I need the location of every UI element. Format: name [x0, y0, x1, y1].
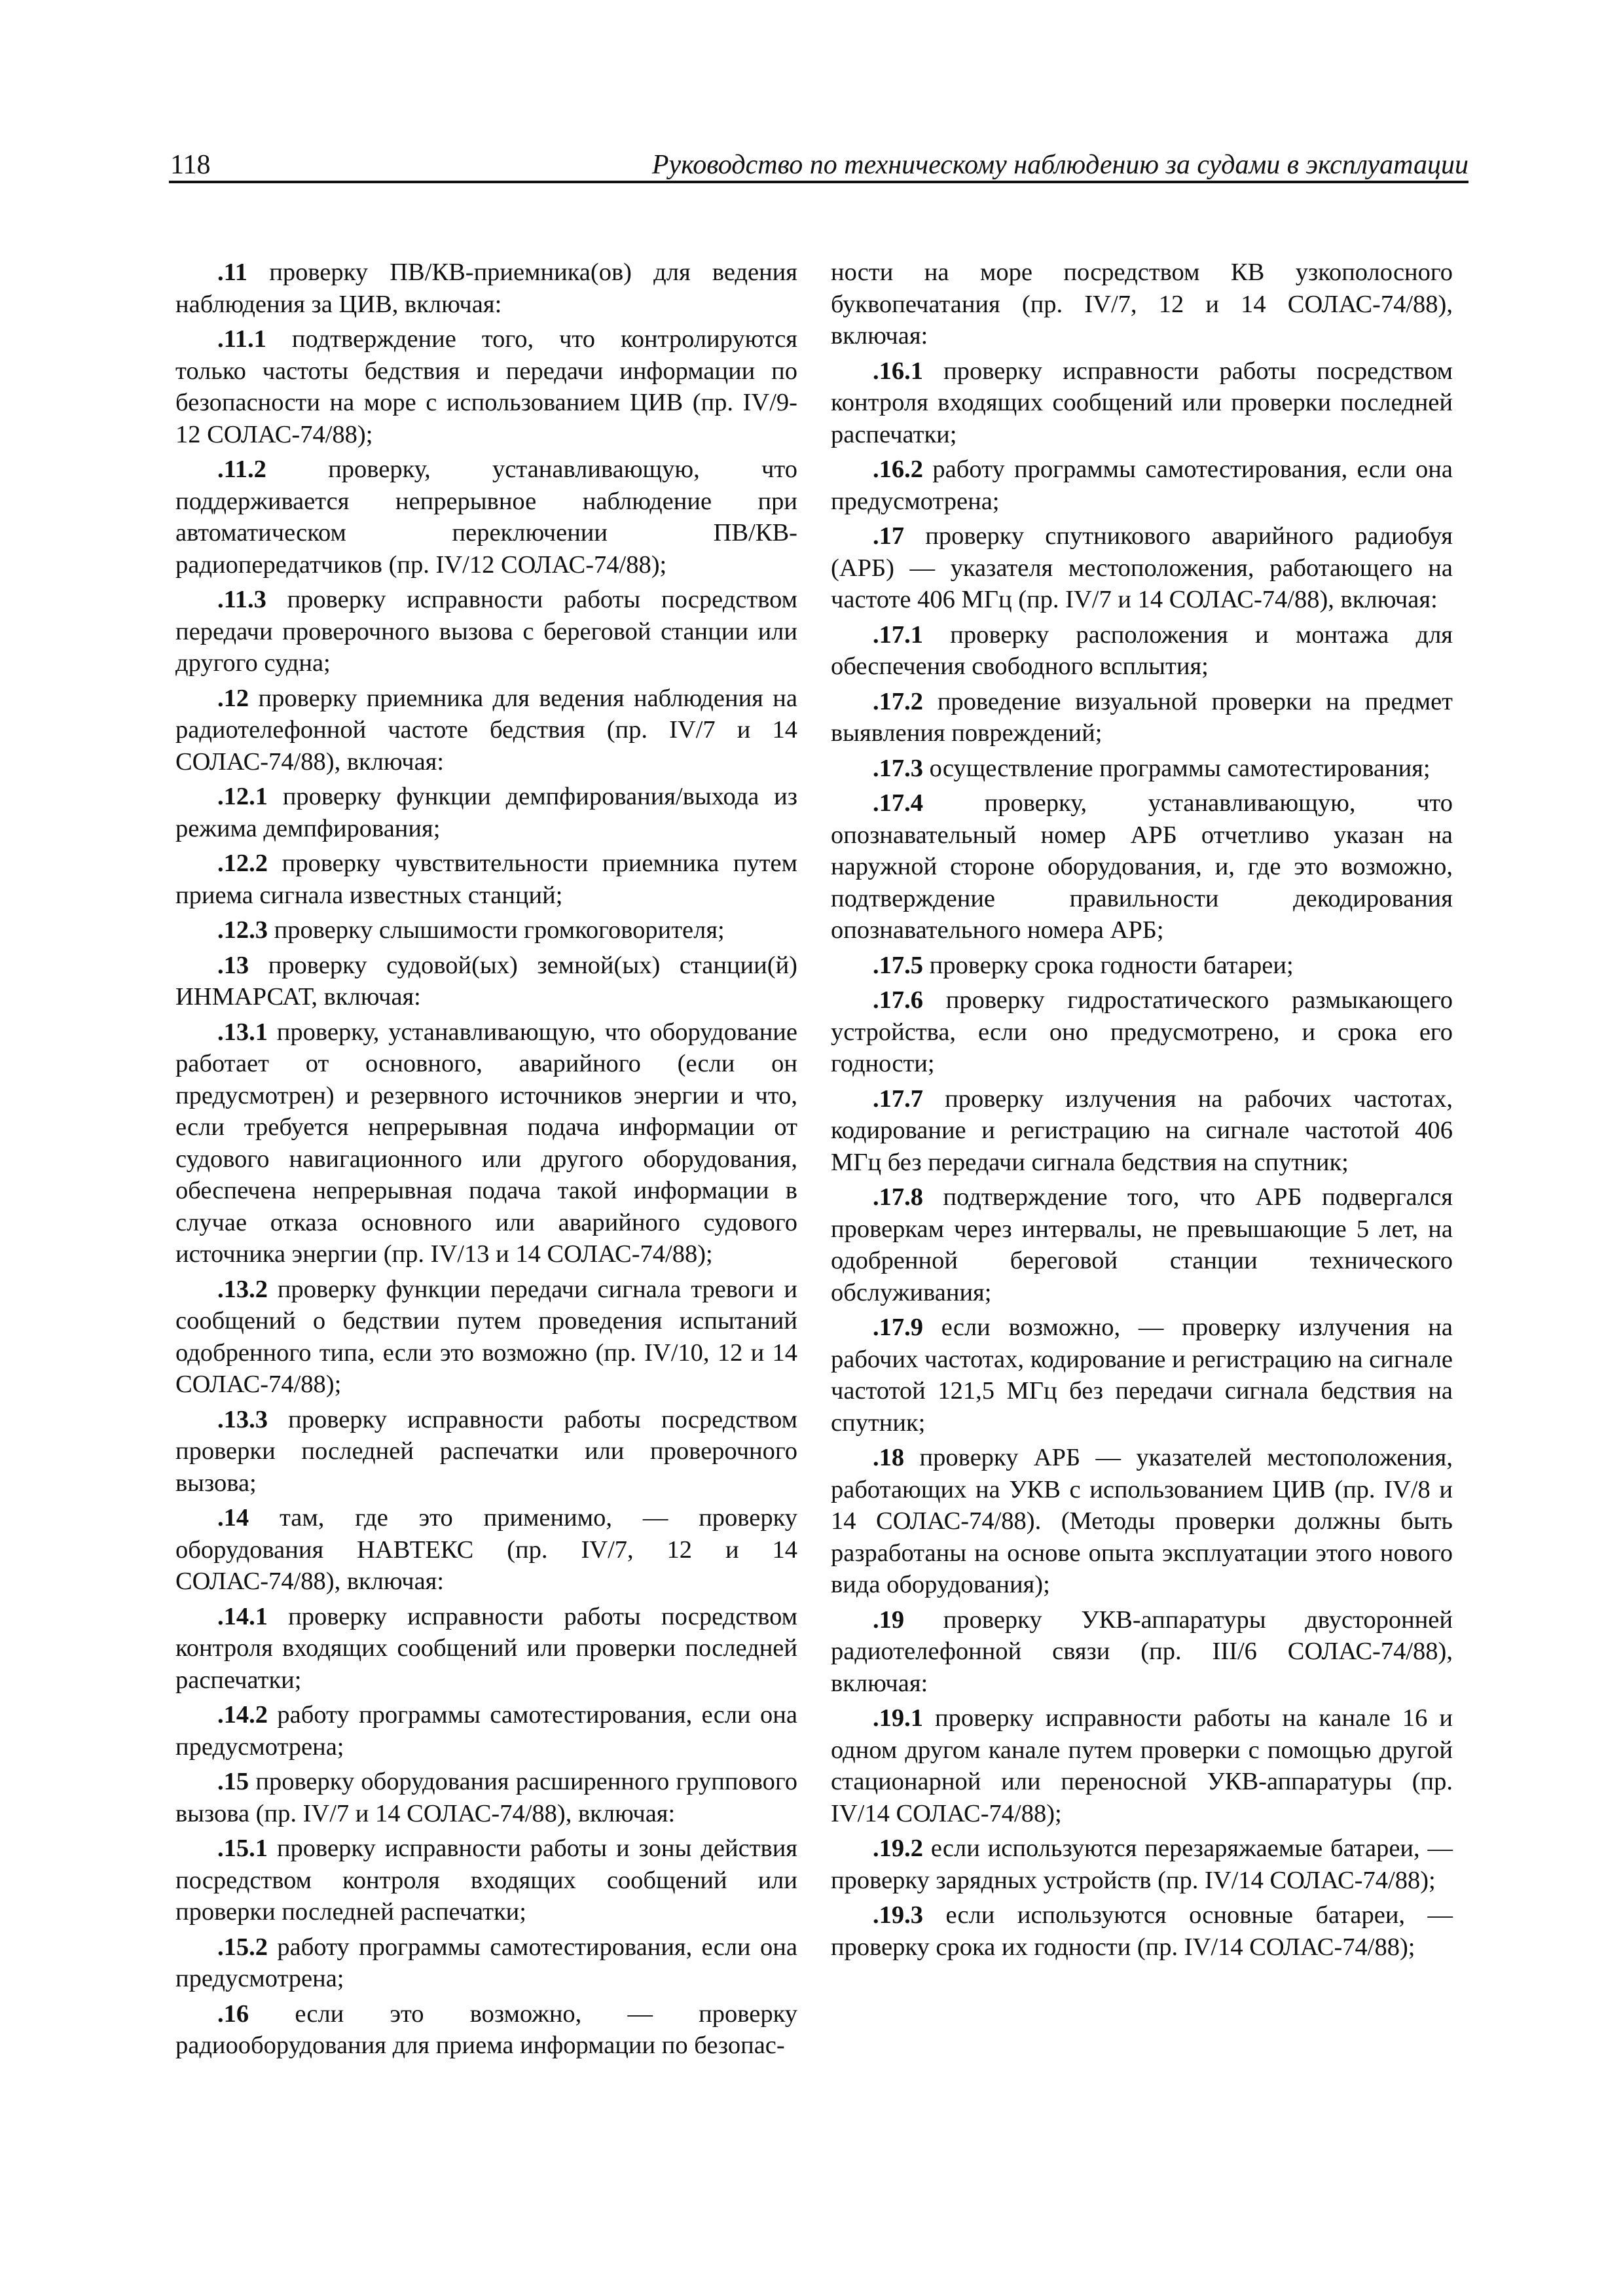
- clause-paragraph: [831, 686, 1453, 749]
- clause-text: проверку, устанавливающую, что поддерживается непрерывное наблюдение при автоматическом переключении ПВ/КВ-радиопередатчиков (пр. IV/12 СОЛАС-74/88);: [175, 456, 797, 579]
- clause-number: .16.1: [873, 357, 923, 385]
- clause-paragraph: [831, 619, 1453, 683]
- clause-text: проверку исправности работы посредством передачи проверочного вызова с береговой станции или другого судна;: [175, 586, 797, 677]
- clause-paragraph: [175, 1274, 797, 1401]
- clause-number: .13.2: [217, 1275, 268, 1303]
- clause-text: проверку, устанавливающую, что оборудование работает от основного, аварийного (если он предусмотрен) и резервного источников энергии и что, если требуется непрерывная подача информации от судового навигационного или другого оборудования, обеспечена непрерывная подача такой информации в случае отказа основного или аварийного судового источника энергии (пр. IV/13 и 14 СОЛАС-74/88);: [175, 1018, 797, 1268]
- clause-paragraph: [831, 520, 1453, 616]
- clause-paragraph: [175, 914, 797, 946]
- clause-paragraph: [175, 323, 797, 450]
- clause-text: проверку гидростатического размыкающего устройства, если оно предусмотрено, и срока его годности;: [831, 986, 1453, 1077]
- clause-paragraph: [175, 950, 797, 1013]
- clause-paragraph: [175, 1404, 797, 1499]
- clause-paragraph: [831, 1702, 1453, 1829]
- clause-number: .19.1: [873, 1704, 923, 1732]
- clause-number: .17.8: [873, 1183, 923, 1211]
- clause-number: .19.3: [873, 1901, 923, 1929]
- clause-number: .17.9: [873, 1314, 923, 1341]
- clause-number: .11.3: [217, 586, 266, 613]
- clause-text: проверку приемника для ведения наблюдения на радиотелефонной частоте бедствия (пр. IV/7 и 14 СОЛАС-74/88), включая:: [175, 684, 797, 776]
- clause-text: проведение визуальной проверки на предмет выявления повреждений;: [831, 687, 1453, 747]
- clause-paragraph: [175, 683, 797, 778]
- clause-text: проверку функции передачи сигнала тревоги и сообщений о бедствии путем проведения испытаний одобренного типа, если это возможно (пр. IV/10, 12 и 14 СОЛАС-74/88);: [175, 1275, 797, 1398]
- clause-paragraph: [175, 1601, 797, 1696]
- clause-paragraph: [831, 1833, 1453, 1896]
- clause-number: .17.2: [873, 687, 923, 715]
- clause-paragraph: [175, 848, 797, 911]
- clause-text: если это возможно, — проверку радиооборудования для приема информации по безопас-: [175, 2000, 797, 2059]
- clause-text: если возможно, — проверку излучения на рабочих частотах, кодирование и регистрацию на сигнале частотой 121,5 МГц без передачи сигнала бедствия на спутник;: [831, 1314, 1453, 1437]
- clause-text: проверку, устанавливающую, что опознавательный номер АРБ отчетливо указан на наружной стороне оборудования, и, где это возможно, подтверждение правильности декодирования опознавательного номера АРБ;: [831, 789, 1453, 944]
- clause-number: .12.2: [217, 850, 268, 877]
- clause-number: .17.4: [873, 789, 923, 817]
- clause-text: проверку исправности работы посредством проверки последней распечатки или проверочного вызова;: [175, 1405, 797, 1497]
- clause-number: .17.6: [873, 986, 923, 1014]
- clause-number: .14.1: [217, 1602, 268, 1630]
- clause-paragraph: [175, 1766, 797, 1829]
- clause-text: проверку оборудования расширенного группового вызова (пр. IV/7 и 14 СОЛАС-74/88), включая:: [175, 1768, 797, 1827]
- clause-paragraph: [831, 950, 1453, 982]
- clause-paragraph: [175, 584, 797, 679]
- clause-text: проверку слышимости громкоговорителя;: [268, 916, 725, 944]
- clause-paragraph: [831, 1312, 1453, 1439]
- clause-number: .13.1: [217, 1018, 268, 1046]
- clause-paragraph: [175, 1699, 797, 1763]
- clause-paragraph: [831, 1083, 1453, 1179]
- clause-paragraph: [831, 355, 1453, 451]
- clause-text: проверку срока годности батареи;: [923, 951, 1294, 979]
- clause-paragraph: [175, 1833, 797, 1928]
- clause-paragraph: [175, 1016, 797, 1270]
- clause-text: работу программы самотестирования, если она предусмотрена;: [831, 456, 1453, 515]
- clause-number: .18: [873, 1444, 905, 1471]
- clause-number: .12: [217, 684, 249, 712]
- clause-paragraph: [831, 1899, 1453, 1963]
- clause-number: .14.2: [217, 1701, 268, 1729]
- clause-number: .11.2: [217, 456, 266, 483]
- clause-text: проверку исправности работы посредством контроля входящих сообщений или проверки последней распечатки;: [831, 357, 1453, 448]
- clause-text: проверку чувствительности приемника путем приема сигнала известных станций;: [175, 850, 797, 909]
- clause-text: проверку исправности работы посредством контроля входящих сообщений или проверки последней распечатки;: [175, 1602, 797, 1694]
- clause-text: если используются перезаряжаемые батареи, — проверку зарядных устройств (пр. IV/14 СОЛАС-74/88);: [831, 1835, 1453, 1894]
- clause-paragraph: [831, 1604, 1453, 1700]
- clause-text: там, где это применимо, — проверку оборудования НАВТЕКС (пр. IV/7, 12 и 14 СОЛАС-74/88), включая:: [175, 1504, 797, 1595]
- clause-text: проверку исправности работы и зоны действия посредством контроля входящих сообщений или проверки последней распечатки;: [175, 1835, 797, 1926]
- clause-number: .11.1: [217, 325, 266, 353]
- clause-paragraph: [831, 454, 1453, 517]
- clause-number: .14: [217, 1504, 249, 1532]
- clause-number: .13.3: [217, 1405, 268, 1433]
- clause-number: .17.3: [873, 754, 923, 782]
- clause-paragraph: [831, 787, 1453, 946]
- clause-number: .17.7: [873, 1085, 923, 1113]
- clause-paragraph: [175, 454, 797, 581]
- page-header: [169, 143, 1468, 183]
- clause-number: .12.3: [217, 916, 268, 944]
- clause-number: .16.2: [873, 456, 923, 483]
- clause-text: проверку функции демпфирования/выхода из режима демпфирования;: [175, 783, 797, 842]
- clause-number: .19: [873, 1605, 905, 1634]
- clause-number: .15: [217, 1768, 249, 1795]
- clause-text: проверку УКВ-аппаратуры двусторонней радиотелефонной связи (пр. III/6 СОЛАС-74/88), включая:: [831, 1605, 1453, 1697]
- clause-paragraph: [831, 1181, 1453, 1308]
- clause-text: работу программы самотестирования, если она предусмотрена;: [175, 1933, 797, 1992]
- clause-text: проверку расположения и монтажа для обеспечения свободного всплытия;: [831, 620, 1453, 680]
- clause-paragraph: [175, 257, 797, 320]
- clause-paragraph: [831, 1442, 1453, 1601]
- clause-number: .11: [217, 259, 248, 286]
- clause-text: подтверждение того, что контролируются только частоты бедствия и передачи информации по безопасности на море с использованием ЦИВ (пр. IV/9-12 СОЛАС-74/88);: [175, 325, 797, 448]
- clause-text: ности на море посредством КВ узкополосного буквопечатания (пр. IV/7, 12 и 14 СОЛАС-74/88), включая:: [831, 259, 1453, 350]
- right-column: [831, 257, 1453, 1966]
- clause-paragraph: [175, 1502, 797, 1598]
- clause-text: проверку АРБ — указателей местоположения, работающих на УКВ с использованием ЦИВ (пр. IV/8 и 14 СОЛАС-74/88). (Методы проверки должны быть разработаны на основе опыта эксплуатации этого нового вида оборудования);: [831, 1444, 1453, 1598]
- clause-paragraph: [831, 984, 1453, 1080]
- clause-number: .13: [217, 951, 249, 979]
- clause-number: .15.2: [217, 1933, 268, 1961]
- clause-paragraph: [175, 1931, 797, 1995]
- clause-text: подтверждение того, что АРБ подвергался проверкам через интервалы, не превышающие 5 лет, на одобренной береговой станции технического обслуживания;: [831, 1183, 1453, 1306]
- clause-number: .19.2: [873, 1835, 923, 1862]
- clause-number: .15.1: [217, 1835, 268, 1862]
- clause-text: проверку спутникового аварийного радиобуя (АРБ) — указателя местоположения, работающего на частоте 406 МГц (пр. IV/7 и 14 СОЛАС-74/88), включая:: [831, 522, 1453, 613]
- clause-text: если используются основные батареи, — проверку срока их годности (пр. IV/14 СОЛАС-74/88);: [831, 1901, 1453, 1961]
- clause-text: проверку исправности работы на канале 16 и одном другом канале путем проверки с помощью другой стационарной или переносной УКВ-аппаратуры (пр. IV/14 СОЛАС-74/88);: [831, 1704, 1453, 1827]
- clause-text: работу программы самотестирования, если она предусмотрена;: [175, 1701, 797, 1761]
- page-number: 118: [170, 150, 211, 180]
- left-column: [175, 257, 797, 2065]
- clause-paragraph: [175, 781, 797, 844]
- clause-number: .17.5: [873, 951, 923, 979]
- clause-text: проверку судовой(ых) земной(ых) станции(й) ИНМАРСАТ, включая:: [175, 951, 797, 1011]
- clause-text: проверку излучения на рабочих частотах, кодирование и регистрацию на сигнале частотой 406 МГц без передачи сигнала бедствия на спутник;: [831, 1085, 1453, 1176]
- clause-paragraph: [175, 1998, 797, 2062]
- clause-text: проверку ПВ/КВ-приемника(ов) для ведения наблюдения за ЦИВ, включая:: [175, 259, 797, 318]
- clause-paragraph: [831, 257, 1453, 352]
- clause-number: .12.1: [217, 783, 268, 810]
- clause-number: .17: [873, 522, 905, 550]
- clause-text: осуществление программы самотестирования;: [923, 754, 1431, 782]
- running-title: Руководство по техническому наблюдению за судами в эксплуатации: [651, 150, 1468, 180]
- clause-paragraph: [831, 753, 1453, 785]
- clause-number: .17.1: [873, 620, 923, 649]
- clause-number: .16: [217, 2000, 249, 2028]
